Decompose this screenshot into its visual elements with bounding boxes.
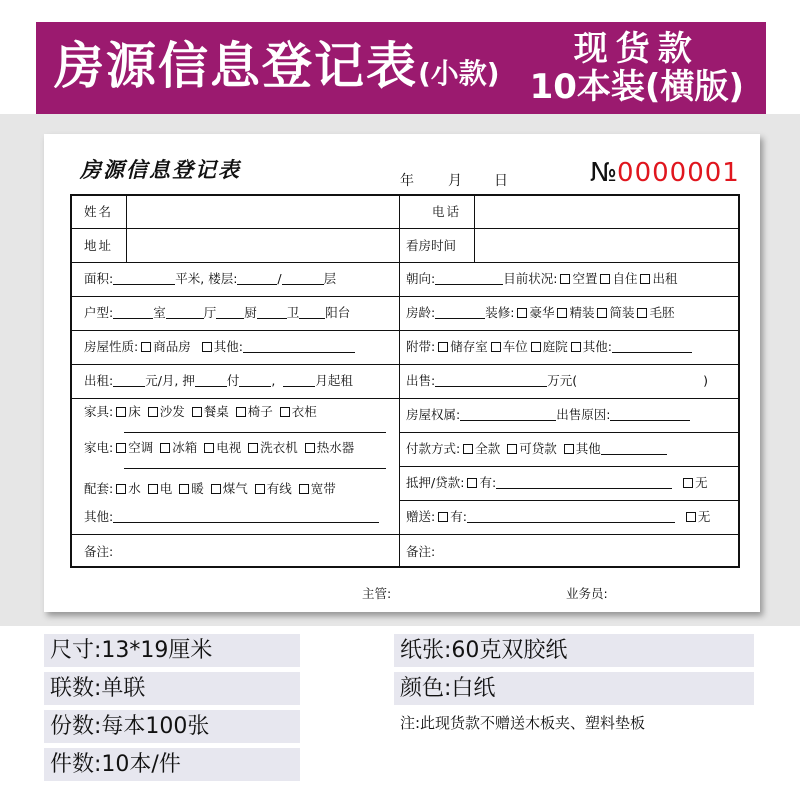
label-attach: 附带: — [406, 339, 436, 354]
decor-option: 豪华 — [529, 305, 555, 320]
appliance-option: 洗衣机 — [260, 440, 298, 455]
serial-value: 0000001 — [617, 158, 740, 188]
label-floor: 楼层: — [208, 271, 238, 286]
facility-option: 宽带 — [310, 481, 336, 496]
checkbox[interactable] — [179, 484, 189, 494]
label-hall: 厅 — [203, 305, 217, 320]
blank-line — [257, 307, 287, 319]
label-per-month: 元/月, — [145, 373, 179, 388]
label-facility: 配套: — [84, 481, 114, 496]
area-row — [84, 271, 336, 287]
banner-right — [530, 30, 744, 106]
label-appliance: 家电: — [84, 440, 114, 455]
checkbox[interactable] — [236, 407, 246, 417]
label-no: 无 — [697, 509, 711, 524]
blank-line — [299, 307, 325, 319]
label-remark-right: 备注: — [406, 544, 436, 559]
attach-option: 车位 — [502, 339, 528, 354]
nature-row — [84, 339, 355, 355]
blank-line — [239, 375, 271, 387]
blank-line — [282, 273, 324, 285]
spec-pieces: 件数:10本/件 — [50, 752, 181, 777]
label-layout: 户型: — [84, 305, 114, 320]
furniture-option: 衣柜 — [291, 404, 317, 419]
payment-option: 全款 — [475, 441, 501, 456]
payment-option: 可贷款 — [519, 441, 557, 456]
sale-row — [406, 373, 708, 389]
label-age: 房龄: — [406, 305, 436, 320]
checkbox[interactable] — [116, 443, 126, 453]
title-banner — [36, 22, 766, 114]
label-floor-unit: 层 — [323, 271, 337, 286]
label-ownership: 房屋权属: — [406, 407, 461, 422]
gift-row — [406, 509, 710, 525]
blank-line — [166, 307, 204, 319]
form-title: 房源信息登记表 — [80, 158, 241, 182]
attach-option: 庭院 — [542, 339, 568, 354]
row-line — [399, 432, 738, 433]
age-row — [406, 305, 675, 321]
checkbox[interactable] — [255, 484, 265, 494]
label-deposit: 押 — [182, 373, 195, 388]
label-agent: 业务员: — [566, 586, 608, 601]
label-furniture: 家具: — [84, 404, 114, 419]
blank-line — [435, 375, 547, 387]
nature-other: 其他: — [213, 339, 243, 354]
facility-option: 电 — [159, 481, 173, 496]
checkbox[interactable] — [571, 342, 581, 352]
furniture-row — [84, 404, 317, 420]
label-status: 目前状况: — [503, 271, 558, 286]
spec-note: 注:此现货款不赠送木板夹、塑料垫板 — [400, 714, 646, 732]
banner-title — [54, 34, 500, 106]
comma: , — [271, 373, 276, 388]
spec-sheets: 份数:每本100张 — [50, 714, 210, 739]
label-kitchen: 厨 — [244, 305, 257, 320]
attach-option: 其他: — [582, 339, 612, 354]
decor-option: 简装 — [609, 305, 635, 320]
blank-line — [113, 273, 175, 285]
checkbox[interactable] — [148, 407, 158, 417]
label-remark-left: 备注: — [84, 544, 114, 559]
date-year: 年 — [400, 173, 414, 189]
checkbox[interactable] — [202, 342, 212, 352]
appliance-option: 冰箱 — [172, 440, 198, 455]
banner-subtitle: (小款) — [418, 57, 500, 90]
spec-size: 尺寸:13*19厘米 — [50, 638, 213, 663]
date-day: 日 — [494, 173, 508, 189]
checkbox[interactable] — [564, 444, 574, 454]
appliance-option: 电视 — [216, 440, 242, 455]
form-grid — [70, 194, 740, 568]
spec-paper: 纸张:60克双胶纸 — [400, 638, 568, 663]
checkbox[interactable] — [141, 342, 151, 352]
label-room: 室 — [153, 305, 166, 320]
decor-option: 精装 — [569, 305, 595, 320]
label-divider-left — [126, 196, 127, 262]
checkbox[interactable] — [204, 443, 214, 453]
row-line — [72, 330, 738, 331]
blank-line — [124, 468, 386, 469]
checkbox[interactable] — [597, 308, 607, 318]
label-sqm: 平米, — [175, 271, 205, 286]
status-option: 自住 — [612, 271, 638, 286]
label-nature: 房屋性质: — [84, 339, 139, 354]
label-address: 地址 — [84, 238, 114, 253]
banner-pack-label: 10本装(横版) — [529, 67, 744, 107]
mortgage-row — [406, 475, 708, 491]
checkbox[interactable] — [463, 444, 473, 454]
label-yes: 有: — [450, 509, 467, 524]
blank-line — [237, 273, 277, 285]
facility-row — [84, 481, 336, 497]
row-line — [72, 534, 738, 535]
blank-line — [124, 432, 386, 433]
blank-line — [216, 307, 244, 319]
checkbox[interactable] — [192, 407, 202, 417]
blank-line — [113, 375, 145, 387]
checkbox[interactable] — [637, 308, 647, 318]
floor-slash: / — [277, 271, 282, 286]
checkbox[interactable] — [517, 308, 527, 318]
appliance-row — [84, 440, 354, 456]
status-option: 出租 — [652, 271, 678, 286]
label-mortgage: 抵押/贷款: — [406, 475, 465, 490]
decor-option: 毛胚 — [649, 305, 675, 320]
checkbox[interactable] — [557, 308, 567, 318]
checkbox[interactable] — [116, 407, 126, 417]
row-line — [72, 364, 738, 365]
label-divider-right — [474, 196, 475, 262]
appliance-option: 热水器 — [316, 440, 355, 455]
ownership-row — [406, 407, 690, 423]
checkbox[interactable] — [600, 274, 610, 284]
row-line — [72, 398, 738, 399]
layout-row — [84, 305, 350, 321]
furniture-option: 沙发 — [159, 404, 185, 419]
blank-line — [460, 409, 556, 421]
label-yes: 有: — [479, 475, 497, 490]
row-line — [72, 296, 738, 297]
label-wan: 万元( — [547, 373, 578, 388]
label-others: 其他: — [84, 509, 114, 524]
checkbox[interactable] — [299, 484, 309, 494]
payment-option: 其他 — [575, 441, 601, 456]
blank-line — [601, 443, 667, 455]
checkbox[interactable] — [467, 478, 477, 488]
label-decor: 装修: — [485, 305, 515, 320]
label-phone: 电话 — [432, 204, 462, 219]
checkbox[interactable] — [491, 342, 501, 352]
rent-row — [84, 373, 353, 389]
status-option: 空置 — [572, 271, 598, 286]
label-orientation: 朝向: — [406, 271, 436, 286]
checkbox[interactable] — [686, 512, 696, 522]
facility-option: 煤气 — [222, 481, 248, 496]
blank-line — [496, 477, 672, 489]
furniture-option: 椅子 — [247, 404, 273, 419]
label-supervisor: 主管: — [362, 586, 392, 601]
checkbox[interactable] — [148, 484, 158, 494]
label-sale-reason: 出售原因: — [556, 407, 611, 422]
checkbox[interactable] — [640, 274, 650, 284]
checkbox[interactable] — [160, 443, 170, 453]
label-sale: 出售: — [406, 373, 436, 388]
orientation-row — [406, 271, 677, 287]
furniture-option: 餐桌 — [203, 404, 229, 419]
facility-option: 有线 — [266, 481, 292, 496]
row-line — [399, 466, 738, 467]
form-sheet — [44, 134, 760, 612]
spec-copies: 联数:单联 — [50, 676, 146, 701]
label-no: 无 — [695, 475, 708, 490]
label-view-time: 看房时间 — [406, 238, 457, 253]
nature-option: 商品房 — [153, 339, 191, 354]
checkbox[interactable] — [438, 342, 448, 352]
label-gift: 赠送: — [406, 509, 436, 524]
row-line — [399, 500, 738, 501]
blank-line — [113, 307, 153, 319]
checkbox[interactable] — [438, 512, 448, 522]
blank-line — [113, 511, 379, 523]
date-month: 月 — [448, 173, 462, 189]
row-line — [72, 262, 738, 263]
furniture-option: 床 — [128, 404, 141, 419]
number-sign: № — [590, 158, 618, 188]
spec-color: 颜色:白纸 — [400, 676, 496, 701]
blank-line — [283, 375, 315, 387]
blank-line — [243, 341, 355, 353]
label-pay: 付 — [226, 373, 240, 388]
checkbox[interactable] — [683, 478, 693, 488]
facility-option: 暖 — [191, 481, 204, 496]
label-name: 姓名 — [84, 204, 114, 219]
attach-row — [406, 339, 692, 355]
checkbox[interactable] — [211, 484, 221, 494]
checkbox[interactable] — [531, 342, 541, 352]
checkbox[interactable] — [248, 443, 258, 453]
blank-line — [435, 273, 503, 285]
label-bath: 卫 — [286, 305, 300, 320]
checkbox[interactable] — [305, 443, 315, 453]
banner-stock-label: 现货款 — [573, 29, 700, 69]
blank-line — [467, 511, 675, 523]
banner-title-text: 房源信息登记表 — [54, 37, 418, 95]
close-paren: ) — [703, 373, 708, 388]
checkbox[interactable] — [116, 484, 126, 494]
serial-number — [590, 158, 740, 188]
blank-line — [195, 375, 227, 387]
column-divider — [399, 196, 400, 566]
blank-line — [610, 409, 690, 421]
row-line — [72, 228, 738, 229]
label-rent: 出租: — [84, 373, 114, 388]
blank-line — [435, 307, 485, 319]
checkbox[interactable] — [280, 407, 290, 417]
appliance-option: 空调 — [128, 440, 154, 455]
attach-option: 储存室 — [450, 339, 488, 354]
label-balcony: 阳台 — [325, 305, 351, 320]
checkbox[interactable] — [507, 444, 517, 454]
label-min-rent: 月起租 — [315, 373, 353, 388]
payment-row — [406, 441, 667, 457]
label-payment: 付款方式: — [406, 441, 461, 456]
blank-line — [612, 341, 692, 353]
others-row — [84, 509, 379, 525]
facility-option: 水 — [128, 481, 141, 496]
label-area: 面积: — [84, 271, 114, 286]
checkbox[interactable] — [560, 274, 570, 284]
